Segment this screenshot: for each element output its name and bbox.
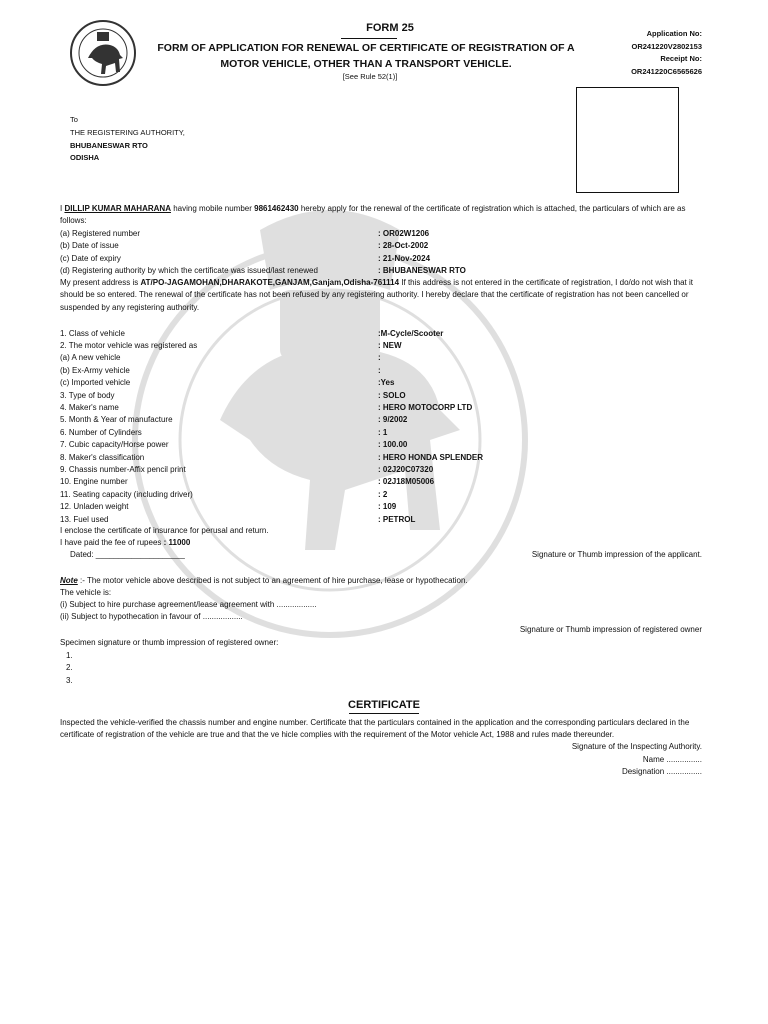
- vehicle-detail-row: [60, 352, 705, 364]
- particular-label: (c) Date of expiry: [60, 253, 121, 263]
- particular-row: [60, 265, 705, 277]
- vehicle-detail-value: : PETROL: [378, 514, 416, 524]
- form-number: FORM 25: [366, 22, 414, 34]
- particular-value: : OR02W1206: [378, 229, 430, 238]
- vehicle-detail-row: [60, 365, 705, 377]
- vehicle-detail-label: 9. Chassis number-Affix pencil print: [60, 464, 186, 474]
- vehicle-detail-label: 2. The motor vehicle was registered as: [60, 340, 198, 350]
- note-text: :- The motor vehicle above described is not subject to an agreement of hire purchase, lease or hypothecation.: [77, 576, 468, 585]
- vehicle-detail-label: 5. Month & Year of manufacture: [60, 415, 173, 425]
- application-info: [631, 28, 702, 78]
- vehicle-detail-row: [60, 377, 705, 389]
- vehicle-detail-value: : 1: [378, 427, 388, 437]
- particular-row: [60, 253, 705, 265]
- applicant-name: DILLIP KUMAR MAHARANA: [64, 204, 171, 213]
- address-prefix: My present address is: [60, 278, 141, 287]
- vehicle-detail-row: [60, 402, 705, 414]
- state: ODISHA: [70, 153, 100, 163]
- fee-line: [60, 537, 705, 549]
- vehicle-detail-label: 11. Seating capacity (including driver): [60, 489, 193, 499]
- vehicle-detail-value: : NEW: [378, 340, 402, 350]
- particular-label: (d) Registering authority by which the certificate was issued/last renewed: [60, 266, 318, 276]
- vehicle-detail-row: [60, 390, 705, 402]
- vehicle-detail-row: [60, 501, 705, 513]
- receipt-no-label: Receipt No:: [660, 54, 702, 63]
- vehicle-detail-value: : 02J18M05006: [378, 477, 435, 487]
- dated-text: Dated: ____________________: [70, 550, 185, 559]
- form-title-line2: MOTOR VEHICLE, OTHER THAN A TRANSPORT VEHICLE.: [220, 58, 512, 70]
- hypothecation-text: (ii) Subject to hypothecation in favour of ..................: [60, 612, 243, 621]
- form-title-line1: FORM OF APPLICATION FOR RENEWAL OF CERTIFICATE OF REGISTRATION OF A: [157, 42, 575, 54]
- vehicle-detail-value: :M-Cycle/Scooter: [378, 328, 444, 338]
- certificate-title-underline: [349, 713, 419, 714]
- vehicle-detail-value: : 9/2002: [378, 415, 408, 425]
- authority-label: THE REGISTERING AUTHORITY,: [70, 127, 185, 137]
- vehicle-detail-value: : HERO MOTOCORP LTD: [378, 402, 473, 412]
- present-address: AT/PO-JAGAMOHAN,DHARAKOTE,GANJAM,Ganjam,Odisha-761114: [140, 278, 400, 287]
- particular-value: : BHUBANESWAR RTO: [378, 266, 466, 276]
- note-label: Note: [60, 576, 78, 585]
- vehicle-detail-label: 7. Cubic capacity/Horse power: [60, 440, 169, 450]
- certificate-text: Inspected the vehicle-verified the chassis number and engine number. Certificate that the particulars contained in the application and the corresponding particulars declared in the certificate of registration of the vehicle are true and that the ve hicle complies with the requirement of the Motor vehicle Act, 1988 and rules made thereunder.: [60, 718, 690, 740]
- inspecting-authority-signature: Signature of the Inspecting Authority.: [571, 742, 702, 751]
- vehicle-detail-label: 13. Fuel used: [60, 514, 109, 524]
- address-paragraph: [60, 277, 705, 314]
- specimen-list: [66, 650, 73, 687]
- vehicle-detail-value: : SOLO: [378, 390, 406, 400]
- owner-signature-label: Signature or Thumb impression of registered owner: [519, 625, 702, 634]
- form-number-underline: [341, 38, 397, 39]
- vehicle-detail-value: : HERO HONDA SPLENDER: [378, 452, 484, 462]
- insurance-text: I enclose the certificate of insurance for perusal and return.: [60, 526, 269, 535]
- vehicle-detail-label: 6. Number of Cylinders: [60, 427, 142, 437]
- vehicle-detail-row: [60, 340, 705, 352]
- intro-prefix: I: [60, 204, 65, 213]
- vehicle-detail-label: (c) Imported vehicle: [60, 378, 131, 388]
- intro-suffix: hereby apply for the renewal of the certificate of registration which is attached, the particulars of which are as follows:: [60, 204, 686, 226]
- vehicle-detail-value: :: [378, 353, 381, 363]
- particular-label: (b) Date of issue: [60, 241, 119, 251]
- vehicle-is-text: The vehicle is:: [60, 588, 112, 597]
- vehicle-detail-value: :: [378, 365, 381, 375]
- vehicle-detail-row: [60, 439, 705, 451]
- vehicle-detail-row: [60, 427, 705, 439]
- vehicle-detail-label: 1. Class of vehicle: [60, 328, 125, 338]
- specimen-item-2: 2.: [66, 663, 73, 673]
- application-no: OR241220V2802153: [631, 41, 702, 51]
- inspector-name: Name ................: [642, 755, 702, 764]
- insurance-line: [60, 525, 705, 537]
- photo-box: [576, 87, 679, 193]
- vehicle-detail-label: 10. Engine number: [60, 477, 128, 487]
- addressee-block: [70, 114, 185, 165]
- mobile-number: 9861462430: [254, 204, 299, 213]
- vehicle-detail-label: 12. Unladen weight: [60, 502, 129, 512]
- note-line: [60, 575, 705, 587]
- vehicle-detail-value: : 2: [378, 489, 388, 499]
- to-label: To: [70, 115, 78, 124]
- vehicle-detail-label: 3. Type of body: [60, 390, 115, 400]
- inspector-designation: Designation ................: [621, 767, 702, 776]
- intro-mid: having mobile number: [170, 204, 255, 213]
- address-suffix: If this address is not entered in the certificate of registration, I do/do not wish that it should be so entered. The renewal of the certificate has not been refused by any registering authority. I hereby declare that the certificate of registration has not been cancelled or suspended by any registering authority.: [60, 278, 693, 312]
- vehicle-detail-value: : 109: [378, 502, 397, 512]
- rule-reference: [See Rule 52(1)]: [342, 72, 398, 81]
- vehicle-detail-row: [60, 452, 705, 464]
- vehicle-detail-label: (a) A new vehicle: [60, 353, 121, 363]
- fee-prefix: I have paid the fee of rupees: [60, 538, 164, 547]
- applicant-signature-label: Signature or Thumb impression of the applicant.: [531, 550, 702, 559]
- vehicle-detail-row: [60, 489, 705, 501]
- fee-value: : 11000: [163, 538, 191, 547]
- specimen-title: Specimen signature or thumb impression of registered owner:: [60, 638, 279, 647]
- hypothecation-line: [60, 611, 705, 623]
- hire-purchase-text: (i) Subject to hire purchase agreement/lease agreement with ..................: [60, 600, 317, 609]
- application-no-label: Application No:: [646, 29, 702, 38]
- vehicle-detail-row: [60, 414, 705, 426]
- vehicle-detail-row: [60, 464, 705, 476]
- vehicle-detail-value: : 02J20C07320: [378, 464, 434, 474]
- specimen-item-3: 3.: [66, 675, 73, 685]
- odisha-emblem-logo: [68, 18, 138, 88]
- vehicle-detail-label: 4. Maker's name: [60, 402, 119, 412]
- vehicle-detail-label: (b) Ex-Army vehicle: [60, 365, 130, 375]
- vehicle-detail-value: :Yes: [378, 378, 395, 388]
- specimen-title-line: [60, 637, 705, 649]
- form-title: [150, 40, 582, 72]
- specimen-item-1: 1.: [66, 651, 73, 660]
- vehicle-detail-value: : 100.00: [378, 440, 408, 450]
- vehicle-detail-row: [60, 476, 705, 488]
- hire-purchase-line: [60, 599, 705, 611]
- rto-office: BHUBANESWAR RTO: [70, 140, 148, 150]
- intro-paragraph: [60, 203, 705, 228]
- certificate-title: CERTIFICATE: [348, 699, 420, 711]
- receipt-no: OR241220C6565626: [631, 66, 702, 76]
- particular-label: (a) Registered number: [60, 229, 141, 238]
- particular-row: [60, 228, 705, 240]
- vehicle-detail-row: [60, 328, 705, 340]
- particular-row: [60, 240, 705, 252]
- vehicle-detail-label: 8. Maker's classification: [60, 452, 145, 462]
- particular-value: : 21-Nov-2024: [378, 253, 431, 263]
- particular-value: : 28-Oct-2002: [378, 241, 429, 251]
- vehicle-is-line: [60, 587, 705, 599]
